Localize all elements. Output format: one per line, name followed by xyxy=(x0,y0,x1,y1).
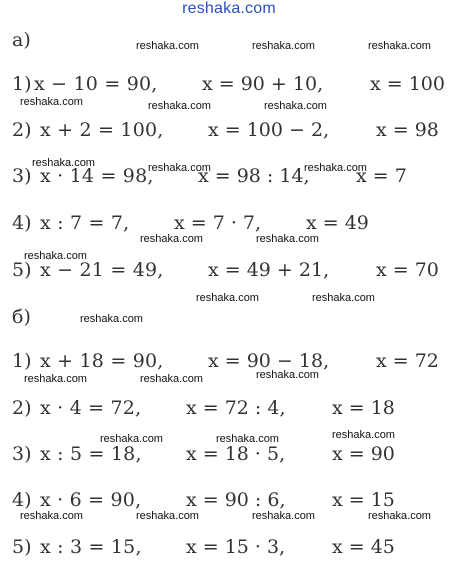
watermark: reshaka.com xyxy=(148,100,211,112)
result: x = 18 xyxy=(332,397,395,419)
watermark: reshaka.com xyxy=(256,369,319,381)
watermark: reshaka.com xyxy=(196,292,259,304)
solution-step: x = 15 · 3, xyxy=(186,536,286,558)
equation: x + 18 = 90, xyxy=(40,350,164,372)
section-b-label: б) xyxy=(12,306,31,328)
equation: x · 6 = 90, xyxy=(40,489,142,511)
result: x = 45 xyxy=(332,536,395,558)
line-number: 4) xyxy=(12,489,32,511)
equation: x · 4 = 72, xyxy=(40,397,142,419)
result: x = 98 xyxy=(376,119,439,141)
watermark: reshaka.com xyxy=(264,100,327,112)
watermark: reshaka.com xyxy=(368,40,431,52)
watermark: reshaka.com xyxy=(20,96,83,108)
equation: x : 5 = 18, xyxy=(40,443,142,465)
site-title-link[interactable]: reshaka.com xyxy=(182,0,276,17)
line-number: 4) xyxy=(12,212,32,234)
watermark: reshaka.com xyxy=(216,433,279,445)
equation: x : 3 = 15, xyxy=(40,536,142,558)
watermark: reshaka.com xyxy=(24,373,87,385)
solution-step: x = 90 − 18, xyxy=(208,350,330,372)
section-a-label: а) xyxy=(12,29,31,51)
watermark: reshaka.com xyxy=(20,510,83,522)
line-number: 2) xyxy=(12,119,32,141)
equation: x − 10 = 90, xyxy=(34,73,158,95)
result: x = 15 xyxy=(332,489,395,511)
solution-step: x = 100 − 2, xyxy=(208,119,330,141)
watermark: reshaka.com xyxy=(256,233,319,245)
line-number: 3) xyxy=(12,165,32,187)
result: x = 90 xyxy=(332,443,395,465)
solution-step: x = 98 : 14, xyxy=(198,165,310,187)
result: x = 49 xyxy=(306,212,369,234)
watermark: reshaka.com xyxy=(140,373,203,385)
solution-step: x = 18 · 5, xyxy=(186,443,286,465)
line-number: 5) xyxy=(12,536,32,558)
result: x = 70 xyxy=(376,259,439,281)
watermark: reshaka.com xyxy=(100,433,163,445)
watermark: reshaka.com xyxy=(368,510,431,522)
watermark: reshaka.com xyxy=(252,40,315,52)
line-number: 1) xyxy=(12,73,32,95)
watermark: reshaka.com xyxy=(252,510,315,522)
line-number: 2) xyxy=(12,397,32,419)
watermark: reshaka.com xyxy=(32,157,95,169)
watermark: reshaka.com xyxy=(312,292,375,304)
solution-step: x = 90 + 10, xyxy=(202,73,324,95)
solution-step: x = 72 : 4, xyxy=(186,397,286,419)
watermark: reshaka.com xyxy=(140,233,203,245)
equation: x − 21 = 49, xyxy=(40,259,164,281)
equation: x : 7 = 7, xyxy=(40,212,130,234)
watermark: reshaka.com xyxy=(136,40,199,52)
result: x = 72 xyxy=(376,350,439,372)
line-number: 1) xyxy=(12,350,32,372)
watermark: reshaka.com xyxy=(24,250,87,262)
result: x = 7 xyxy=(356,165,407,187)
watermark: reshaka.com xyxy=(136,510,199,522)
watermark: reshaka.com xyxy=(304,162,367,174)
solution-step: x = 7 · 7, xyxy=(174,212,262,234)
result: x = 100 xyxy=(370,73,445,95)
equation: x + 2 = 100, xyxy=(40,119,164,141)
watermark: reshaka.com xyxy=(80,313,143,325)
line-number: 5) xyxy=(12,259,32,281)
equation: x · 14 = 98, xyxy=(40,165,154,187)
solution-step: x = 49 + 21, xyxy=(208,259,330,281)
watermark: reshaka.com xyxy=(332,429,395,441)
line-number: 3) xyxy=(12,443,32,465)
watermark: reshaka.com xyxy=(148,162,211,174)
solution-step: x = 90 : 6, xyxy=(186,489,286,511)
